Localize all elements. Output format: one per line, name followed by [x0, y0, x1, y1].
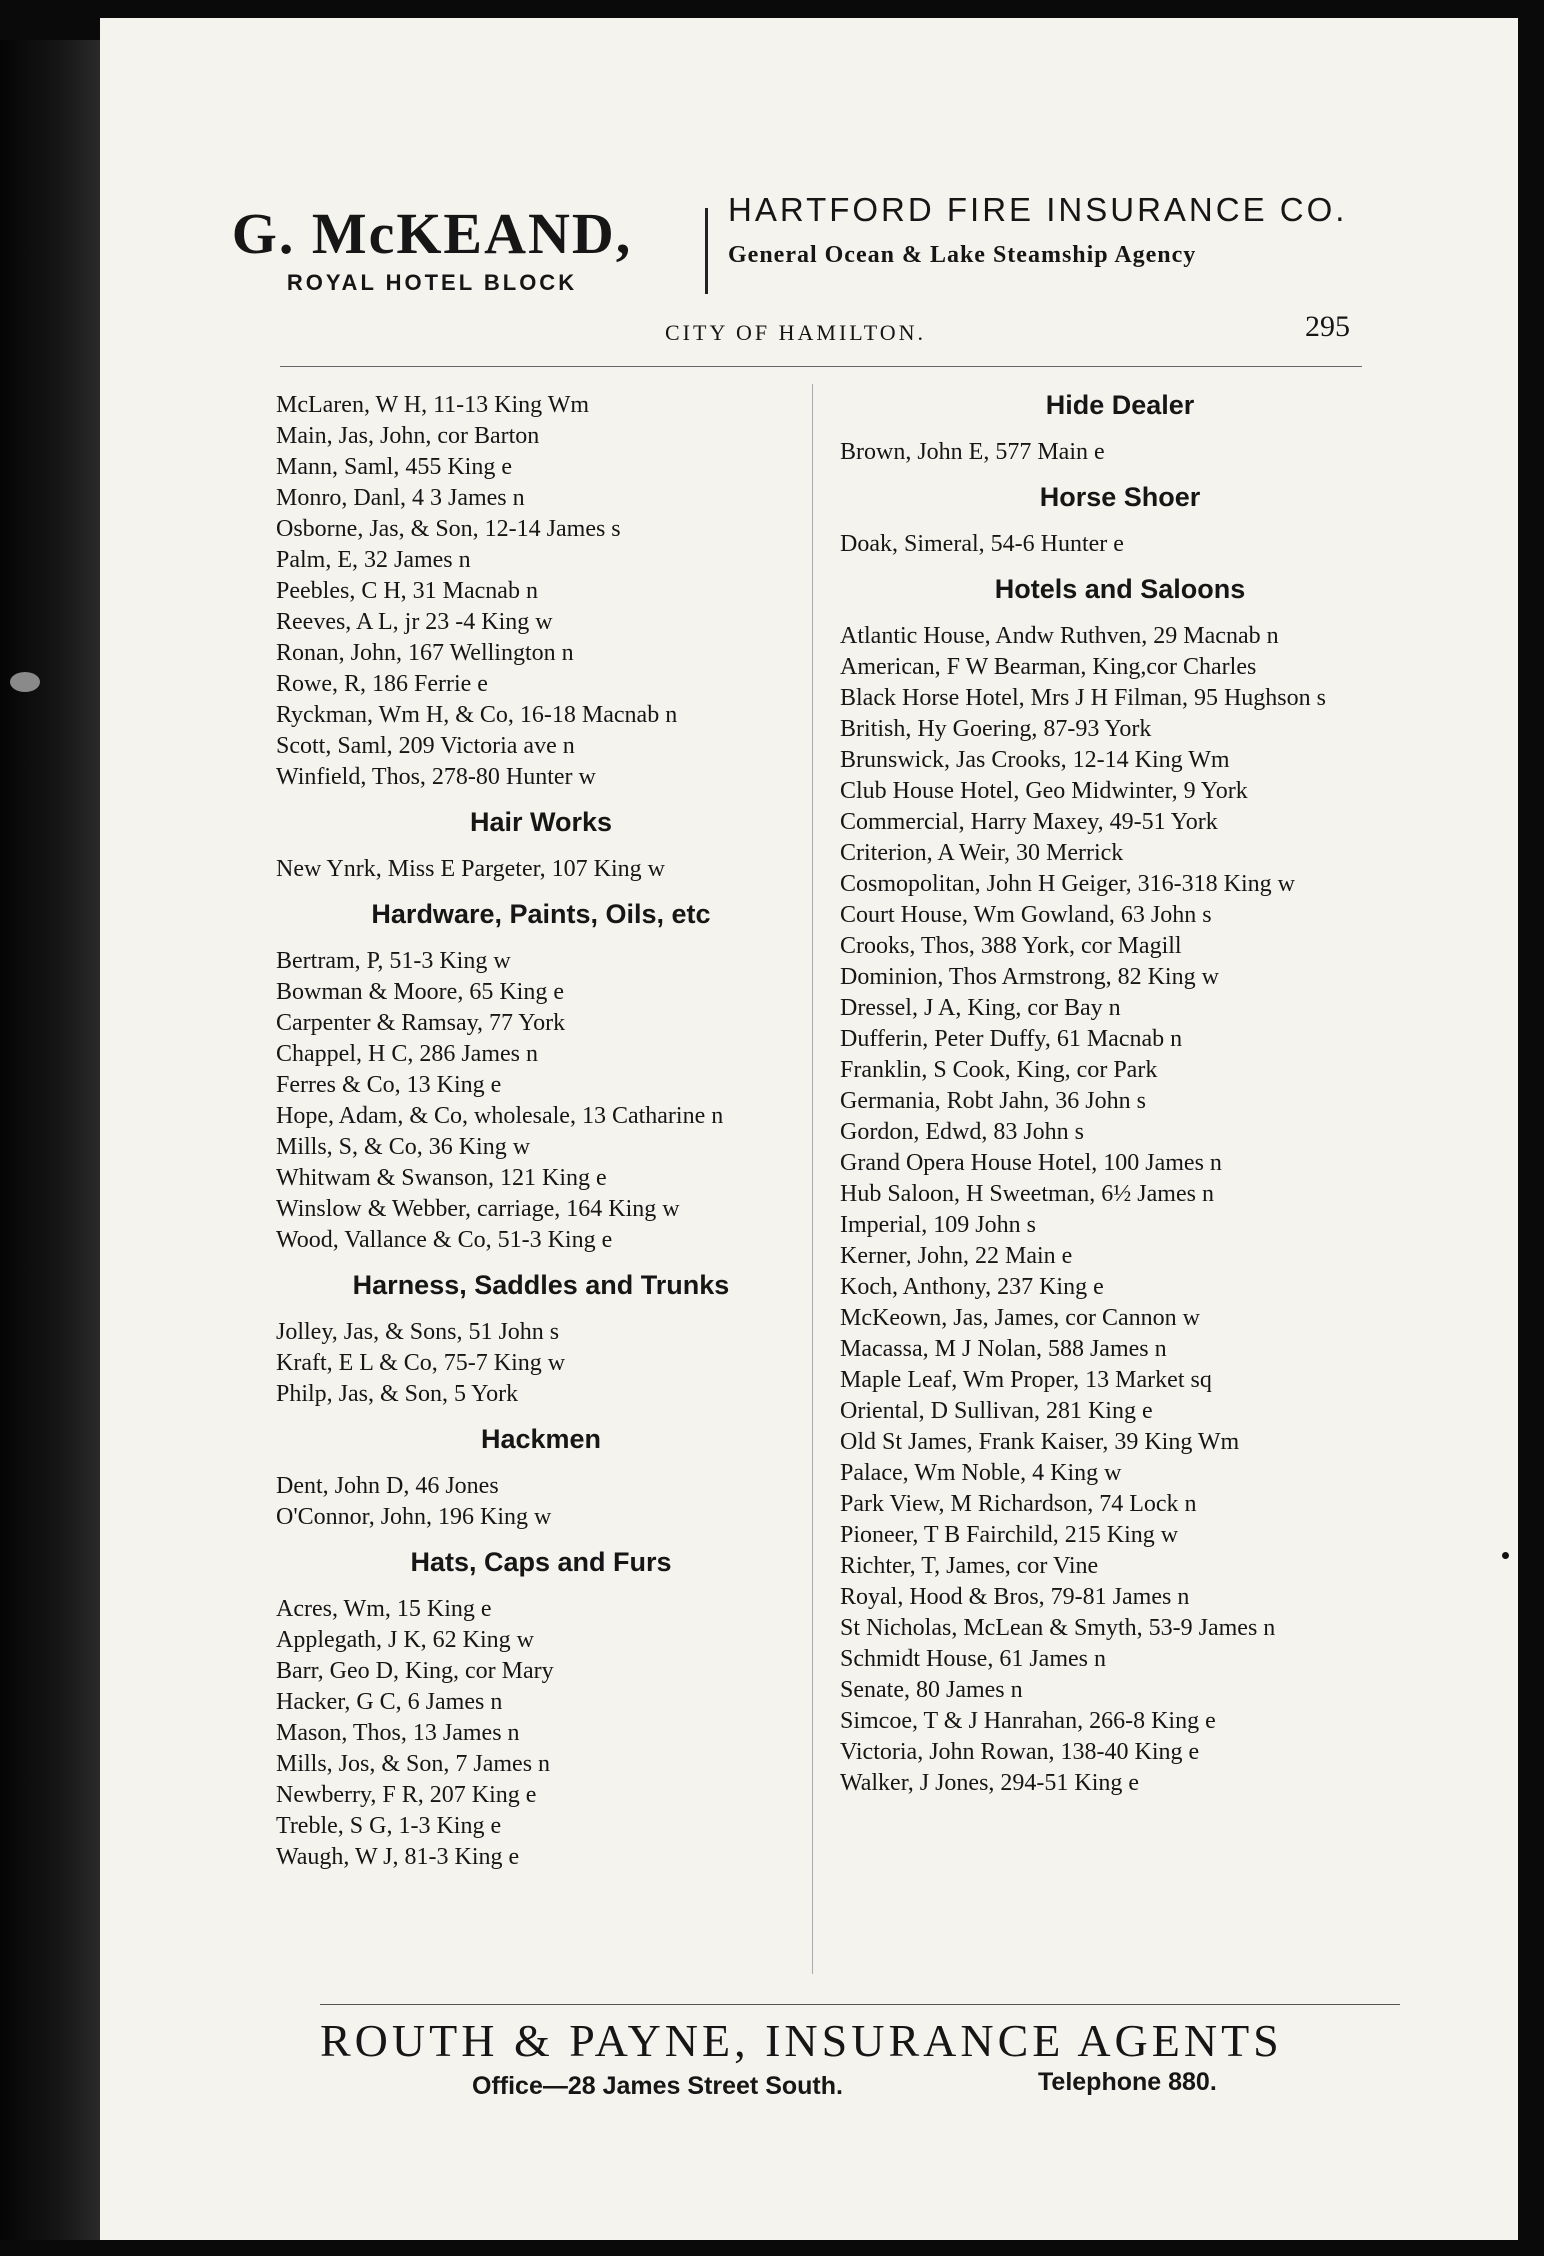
header-divider — [705, 208, 708, 294]
page-gutter-shadow — [0, 40, 100, 2240]
directory-entry: New Ynrk, Miss E Pargeter, 107 King w — [276, 856, 665, 882]
directory-entry: Hope, Adam, & Co, wholesale, 13 Catharine n — [276, 1103, 724, 1129]
insurance-block — [728, 190, 1358, 269]
directory-entry: Palm, E, 32 James n — [276, 547, 471, 573]
directory-entry: Cosmopolitan, John H Geiger, 316-318 King w — [840, 871, 1296, 897]
directory-entry: Mann, Saml, 455 King e — [276, 454, 512, 480]
category-heading: Hats, Caps and Furs — [410, 1547, 672, 1577]
directory-entry: Franklin, S Cook, King, cor Park — [840, 1057, 1158, 1083]
directory-entry: Applegath, J K, 62 King w — [276, 1627, 534, 1653]
ink-speck — [1502, 1552, 1509, 1559]
directory-entry: Senate, 80 James n — [840, 1677, 1023, 1703]
directory-entry: Brown, John E, 577 Main e — [840, 439, 1105, 465]
directory-entry: Court House, Wm Gowland, 63 John s — [840, 902, 1212, 928]
footer-telephone: Telephone 880. — [1038, 2068, 1217, 2096]
directory-entry: Crooks, Thos, 388 York, cor Magill — [840, 933, 1182, 959]
directory-entry: Bowman & Moore, 65 King e — [276, 979, 564, 1005]
directory-entry: Whitwam & Swanson, 121 King e — [276, 1165, 607, 1191]
directory-entry: O'Connor, John, 196 King w — [276, 1504, 552, 1530]
directory-entry: Bertram, P, 51-3 King w — [276, 948, 511, 974]
directory-entry: McKeown, Jas, James, cor Cannon w — [840, 1305, 1200, 1331]
directory-entry: Oriental, D Sullivan, 281 King e — [840, 1398, 1153, 1424]
directory-entry: Richter, T, James, cor Vine — [840, 1553, 1099, 1579]
directory-entry: Barr, Geo D, King, cor Mary — [276, 1658, 554, 1684]
ink-blot — [10, 672, 40, 692]
directory-entry: Schmidt House, 61 James n — [840, 1646, 1106, 1672]
directory-entry: Dominion, Thos Armstrong, 82 King w — [840, 964, 1219, 990]
directory-entry: St Nicholas, McLean & Smyth, 53-9 James n — [840, 1615, 1276, 1641]
directory-entry: Reeves, A L, jr 23 -4 King w — [276, 609, 553, 635]
directory-entry: Imperial, 109 John s — [840, 1212, 1036, 1238]
directory-entry: Winslow & Webber, carriage, 164 King w — [276, 1196, 680, 1222]
directory-entry: Mason, Thos, 13 James n — [276, 1720, 520, 1746]
directory-entry: Hub Saloon, H Sweetman, 6½ James n — [840, 1181, 1214, 1207]
category-heading: Hotels and Saloons — [994, 574, 1246, 604]
directory-entry: British, Hy Goering, 87-93 York — [840, 716, 1152, 742]
directory-entry: Atlantic House, Andw Ruthven, 29 Macnab n — [840, 623, 1279, 649]
footer-office-address: Office—28 James Street South. — [472, 2072, 843, 2100]
directory-entry: Scott, Saml, 209 Victoria ave n — [276, 733, 575, 759]
directory-entry: Kerner, John, 22 Main e — [840, 1243, 1073, 1269]
directory-entry: Victoria, John Rowan, 138-40 King e — [840, 1739, 1200, 1765]
directory-entry: Dressel, J A, King, cor Bay n — [840, 995, 1121, 1021]
footer-advert-title: ROUTH & PAYNE, INSURANCE AGENTS — [320, 2015, 1283, 2066]
directory-entry: Jolley, Jas, & Sons, 51 John s — [276, 1319, 560, 1345]
advertiser-address: ROYAL HOTEL BLOCK — [286, 270, 578, 295]
directory-entry: Grand Opera House Hotel, 100 James n — [840, 1150, 1222, 1176]
directory-entry: Commercial, Harry Maxey, 49-51 York — [840, 809, 1218, 835]
directory-entry: Philp, Jas, & Son, 5 York — [276, 1381, 519, 1407]
directory-entry: Winfield, Thos, 278-80 Hunter w — [276, 764, 596, 790]
directory-entry: Royal, Hood & Bros, 79-81 James n — [840, 1584, 1190, 1610]
directory-entry: Monro, Danl, 4 3 James n — [276, 485, 525, 511]
directory-entry: Carpenter & Ramsay, 77 York — [276, 1010, 566, 1036]
directory-entry: Old St James, Frank Kaiser, 39 King Wm — [840, 1429, 1240, 1455]
directory-entry: Macassa, M J Nolan, 588 James n — [840, 1336, 1167, 1362]
directory-entry: Ronan, John, 167 Wellington n — [276, 640, 574, 666]
column-divider — [812, 384, 813, 1974]
directory-entry: Park View, M Richardson, 74 Lock n — [840, 1491, 1197, 1517]
left-column — [276, 390, 806, 1873]
directory-entry: Pioneer, T B Fairchild, 215 King w — [840, 1522, 1179, 1548]
directory-entry: Waugh, W J, 81-3 King e — [276, 1844, 520, 1870]
category-heading: Hair Works — [469, 807, 613, 837]
directory-entry: American, F W Bearman, King,cor Charles — [840, 654, 1257, 680]
page-number: 295 — [1305, 310, 1350, 343]
directory-entry: Mills, Jos, & Son, 7 James n — [276, 1751, 551, 1777]
right-column — [840, 390, 1400, 1799]
category-heading: Horse Shoer — [1039, 482, 1201, 512]
category-heading: Hackmen — [480, 1424, 602, 1454]
directory-entry: Koch, Anthony, 237 King e — [840, 1274, 1104, 1300]
directory-entry: McLaren, W H, 11-13 King Wm — [276, 392, 590, 418]
directory-entry: Walker, J Jones, 294-51 King e — [840, 1770, 1140, 1796]
directory-entry: Doak, Simeral, 54-6 Hunter e — [840, 531, 1124, 557]
directory-entry: Acres, Wm, 15 King e — [276, 1596, 492, 1622]
directory-entry: Kraft, E L & Co, 75-7 King w — [276, 1350, 566, 1376]
directory-entry: Criterion, A Weir, 30 Merrick — [840, 840, 1124, 866]
directory-entry: Palace, Wm Noble, 4 King w — [840, 1460, 1122, 1486]
directory-entry: Club House Hotel, Geo Midwinter, 9 York — [840, 778, 1248, 804]
directory-entry: Maple Leaf, Wm Proper, 13 Market sq — [840, 1367, 1212, 1393]
category-heading: Harness, Saddles and Trunks — [352, 1270, 730, 1300]
directory-entry: Newberry, F R, 207 King e — [276, 1782, 537, 1808]
steamship-agency: General Ocean & Lake Steamship Agency — [728, 242, 1197, 268]
running-title: CITY OF HAMILTON. — [665, 320, 927, 345]
directory-entry: Chappel, H C, 286 James n — [276, 1041, 538, 1067]
directory-entry: Germania, Robt Jahn, 36 John s — [840, 1088, 1146, 1114]
category-heading: Hardware, Paints, Oils, etc — [371, 899, 711, 929]
directory-entry: Dent, John D, 46 Jones — [276, 1473, 499, 1499]
header-rule — [280, 366, 1362, 367]
directory-entry: Brunswick, Jas Crooks, 12-14 King Wm — [840, 747, 1230, 773]
directory-entry: Ferres & Co, 13 King e — [276, 1072, 502, 1098]
directory-entry: Peebles, C H, 31 Macnab n — [276, 578, 538, 604]
footer-rule — [320, 2004, 1400, 2005]
insurance-company: HARTFORD FIRE INSURANCE CO. — [728, 191, 1348, 228]
category-heading: Hide Dealer — [1045, 390, 1195, 420]
directory-entry: Osborne, Jas, & Son, 12-14 James s — [276, 516, 621, 542]
directory-entry: Treble, S G, 1-3 King e — [276, 1813, 502, 1839]
advertiser-name: G. McKEAND, — [231, 201, 633, 266]
advertiser-block — [172, 201, 692, 296]
directory-entry: Dufferin, Peter Duffy, 61 Macnab n — [840, 1026, 1183, 1052]
directory-entry: Gordon, Edwd, 83 John s — [840, 1119, 1084, 1145]
directory-entry: Main, Jas, John, cor Barton — [276, 423, 540, 449]
directory-entry: Wood, Vallance & Co, 51-3 King e — [276, 1227, 613, 1253]
directory-entry: Ryckman, Wm H, & Co, 16-18 Macnab n — [276, 702, 678, 728]
directory-entry: Mills, S, & Co, 36 King w — [276, 1134, 531, 1160]
directory-entry: Simcoe, T & J Hanrahan, 266-8 King e — [840, 1708, 1216, 1734]
directory-entry: Rowe, R, 186 Ferrie e — [276, 671, 488, 697]
directory-entry: Hacker, G C, 6 James n — [276, 1689, 503, 1715]
directory-entry: Black Horse Hotel, Mrs J H Filman, 95 Hughson s — [840, 685, 1326, 711]
